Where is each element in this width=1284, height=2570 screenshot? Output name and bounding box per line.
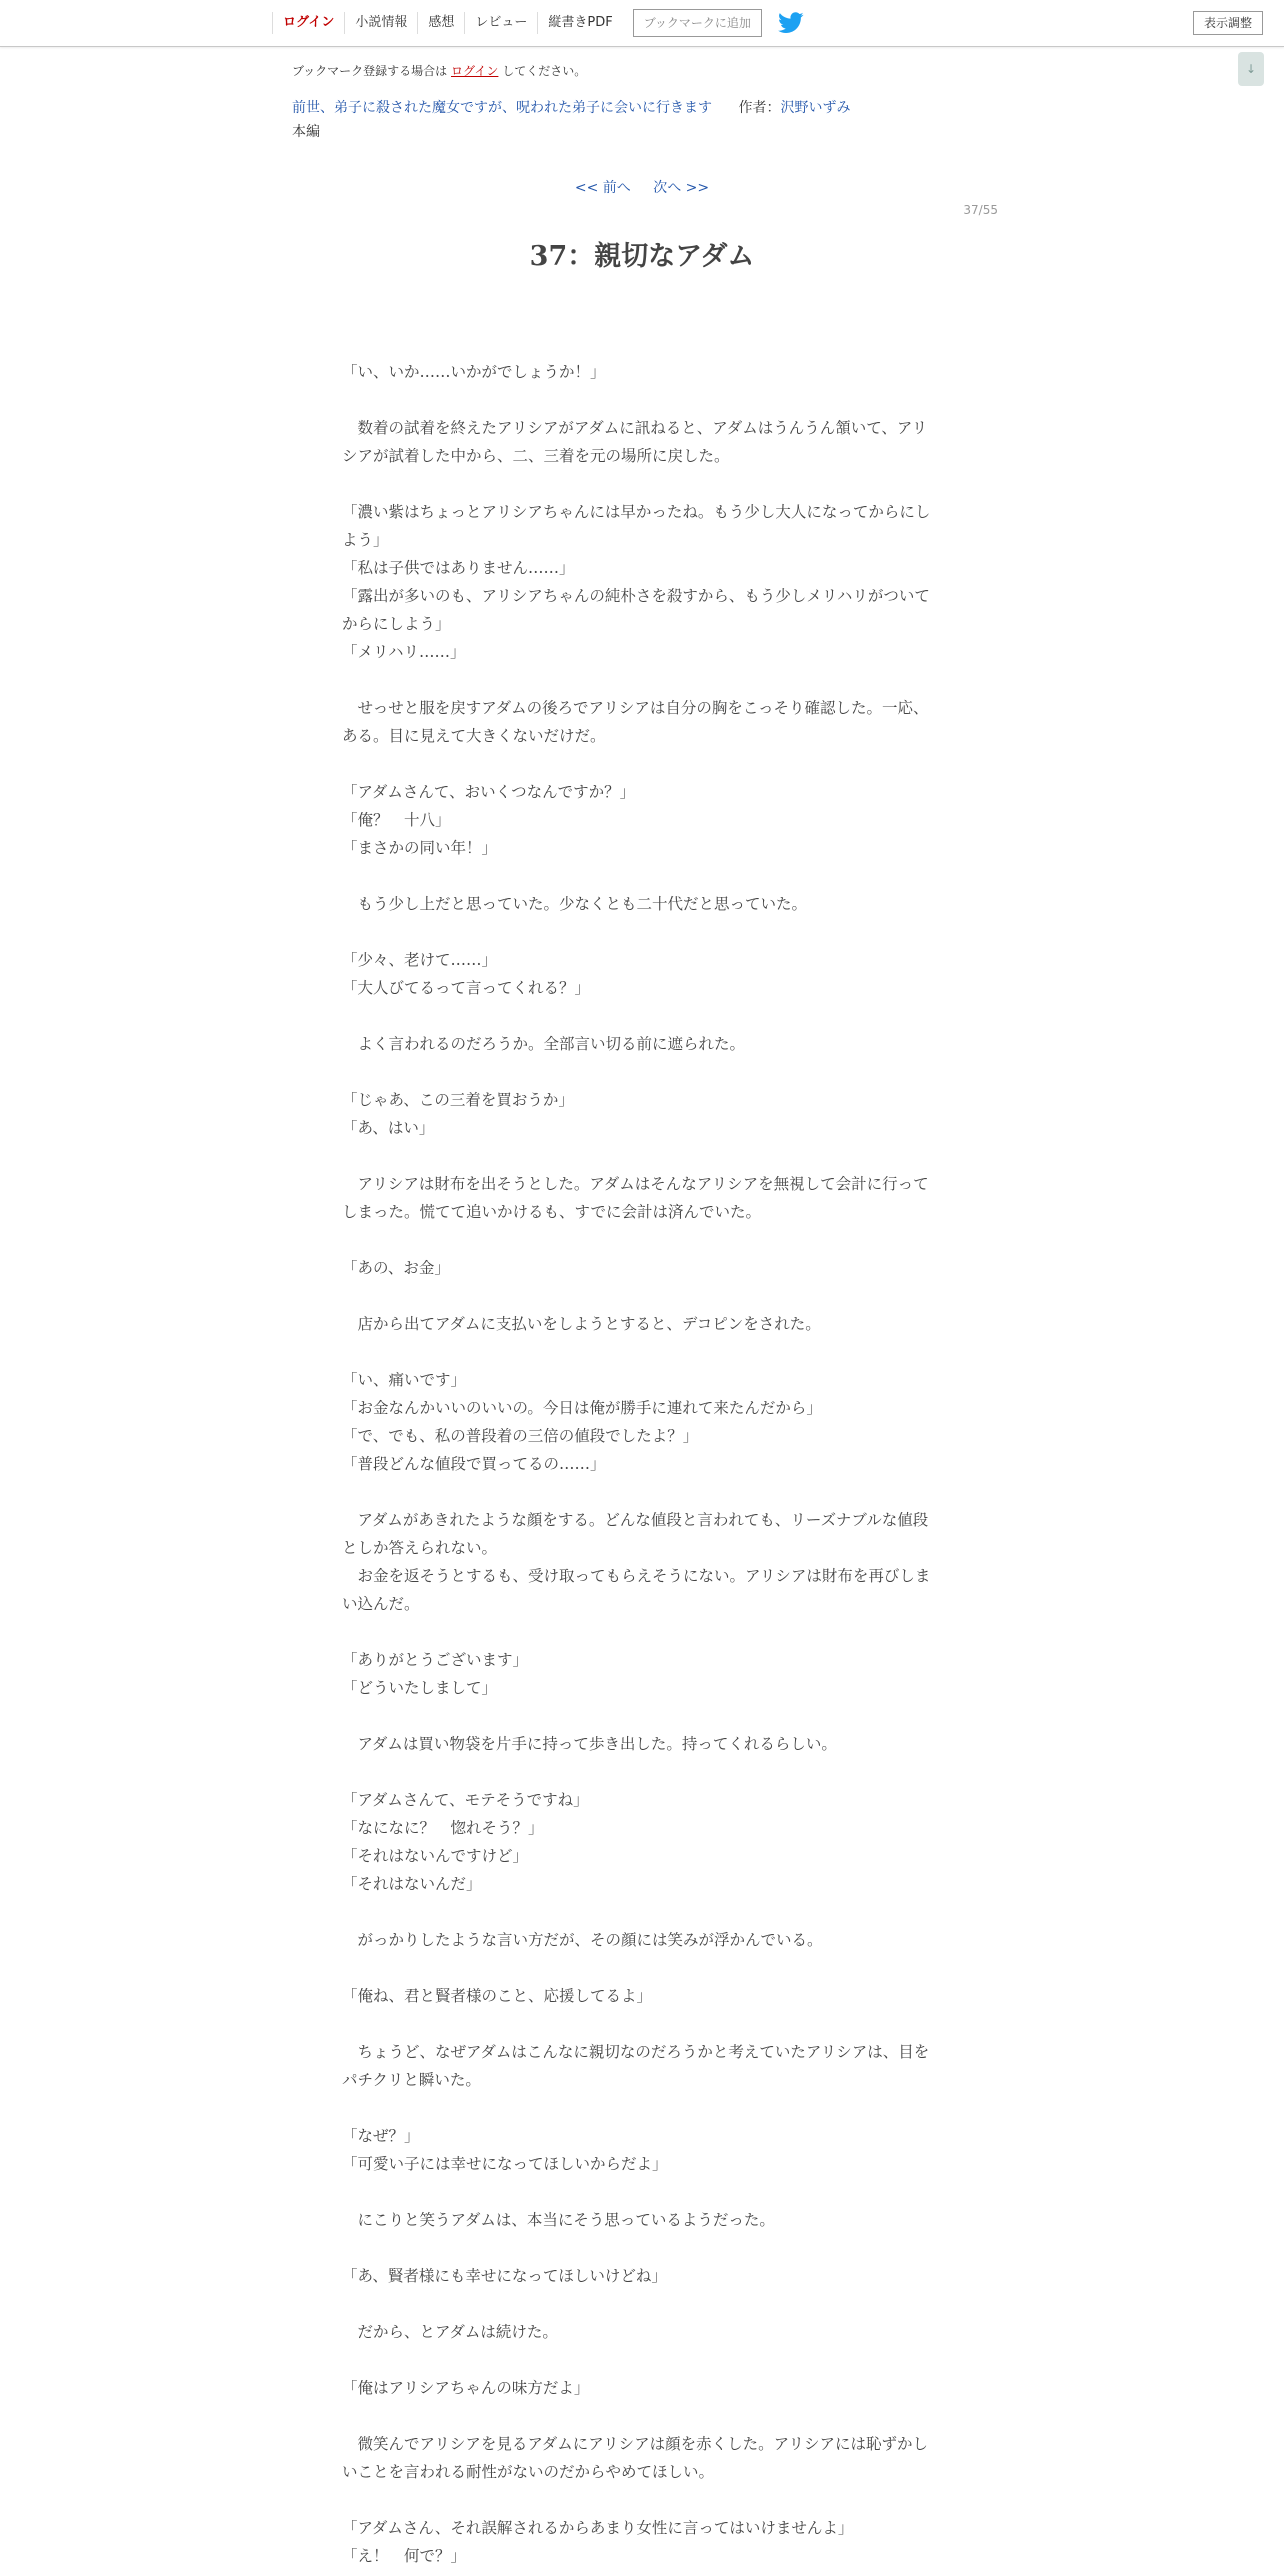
blank-line bbox=[342, 1702, 942, 1730]
top-navigation-bar bbox=[0, 0, 1284, 47]
novel-body bbox=[342, 358, 942, 2570]
novel-line: 「それはないんですけど」 bbox=[342, 1847, 529, 1865]
nav-vertical-pdf-link[interactable]: 縦書きPDF bbox=[537, 12, 622, 34]
novel-line: 微笑んでアリシアを見るアダムにアリシアは顔を赤くした。アリシアには恥ずかしいことを言われる耐性がないのだからやめてほしい。 bbox=[342, 2435, 929, 2481]
blank-line bbox=[342, 2234, 942, 2262]
notice-text-after: してください。 bbox=[502, 64, 587, 78]
novel-line: 「アダムさんて、モテそうですね」 bbox=[342, 1791, 589, 1809]
novel-line: 「それはないんだ」 bbox=[342, 1875, 482, 1893]
novel-line: 「なになに？ 惚れそう？」 bbox=[342, 1819, 544, 1837]
novel-line: 「俺ね、君と賢者様のこと、応援してるよ」 bbox=[342, 1987, 653, 2005]
blank-line bbox=[342, 1758, 942, 1786]
novel-line: 「俺はアリシアちゃんの味方だよ」 bbox=[342, 2379, 590, 2397]
novel-line: 「なぜ？」 bbox=[342, 2127, 420, 2145]
novel-line: 「アダムさん、それ誤解されるからあまり女性に言ってはいけませんよ」 bbox=[342, 2519, 854, 2537]
novel-line: 「あの、お金」 bbox=[342, 1259, 450, 1277]
novel-line: 「私は子供ではありません……」 bbox=[342, 559, 575, 577]
novel-title-link[interactable]: 前世、弟子に殺された魔女ですが、呪われた弟子に会いに行きます bbox=[292, 100, 712, 116]
blank-line bbox=[342, 1226, 942, 1254]
nav-novel-info-link[interactable]: 小説情報 bbox=[344, 12, 417, 34]
blank-line bbox=[342, 2094, 942, 2122]
novel-line: にこりと笑うアダムは、本当にそう思っているようだった。 bbox=[342, 2211, 775, 2229]
blank-line bbox=[342, 2290, 942, 2318]
novel-line: 「俺？ 十八」 bbox=[342, 811, 451, 829]
novel-line: 「可愛い子には幸せになってほしいからだよ」 bbox=[342, 2155, 668, 2173]
add-bookmark-button[interactable]: ブックマークに追加 bbox=[633, 9, 762, 37]
novel-line: アダムは買い物袋を片手に持って歩き出した。持ってくれるらしい。 bbox=[342, 1735, 837, 1753]
novel-line: 「じゃあ、この三着を買おうか」 bbox=[342, 1091, 574, 1109]
novel-line: よく言われるのだろうか。全部言い切る前に遮られた。 bbox=[342, 1035, 746, 1053]
blank-line bbox=[342, 1002, 942, 1030]
author-label: 作者： bbox=[738, 100, 781, 116]
blank-line bbox=[342, 2346, 942, 2374]
blank-line bbox=[342, 2486, 942, 2514]
novel-line: 「で、でも、私の普段着の三倍の値段でしたよ？」 bbox=[342, 1427, 699, 1445]
prev-chapter-link[interactable]: << 前へ bbox=[574, 180, 631, 196]
blank-line bbox=[342, 1954, 942, 1982]
novel-line: 「露出が多いのも、アリシアちゃんの純朴さを殺すから、もう少しメリハリがついてからにしよう」 bbox=[342, 587, 930, 633]
bookmark-login-notice bbox=[292, 62, 586, 79]
blank-line bbox=[342, 2178, 942, 2206]
novel-line: せっせと服を戻すアダムの後ろでアリシアは自分の胸をこっそり確認した。一応、ある。目に見えて大きくないだけだ。 bbox=[342, 699, 929, 745]
twitter-icon[interactable] bbox=[778, 12, 804, 34]
next-chapter-link[interactable]: 次へ >> bbox=[653, 180, 710, 196]
section-label: 本編 bbox=[292, 124, 320, 140]
main-nav bbox=[272, 0, 804, 46]
blank-line bbox=[342, 918, 942, 946]
author-name-link[interactable]: 沢野いずみ bbox=[780, 100, 851, 116]
novel-line: だから、とアダムは続けた。 bbox=[342, 2323, 558, 2341]
blank-line bbox=[342, 1618, 942, 1646]
novel-line: 「どういたしまして」 bbox=[342, 1679, 498, 1697]
novel-info-line bbox=[292, 97, 850, 117]
novel-line: 「普段どんな値段で買ってるの……」 bbox=[342, 1455, 606, 1473]
blank-line bbox=[342, 470, 942, 498]
novel-line: 「お金なんかいいのいいの。今日は俺が勝手に連れて来たんだから」 bbox=[342, 1399, 822, 1417]
novel-line: アリシアは財布を出そうとした。アダムはそんなアリシアを無視して会計に行ってしまった。慌てて追いかけるも、すでに会計は済んでいた。 bbox=[342, 1175, 929, 1221]
nav-login-link[interactable]: ログイン bbox=[272, 12, 344, 34]
blank-line bbox=[342, 666, 942, 694]
novel-line: 「まさかの同い年！」 bbox=[342, 839, 498, 857]
novel-line: 「大人びてるって言ってくれる？」 bbox=[342, 979, 591, 997]
chapter-count: 37/55 bbox=[963, 203, 998, 217]
novel-line: 「あ、賢者様にも幸せになってほしいけどね」 bbox=[342, 2267, 667, 2285]
novel-line: 「い、痛いです」 bbox=[342, 1371, 467, 1389]
novel-line: がっかりしたような言い方だが、その顔には笑みが浮かんでいる。 bbox=[342, 1931, 823, 1949]
scroll-down-button[interactable]: ↓ bbox=[1238, 52, 1264, 86]
chapter-pager bbox=[0, 177, 1284, 197]
blank-line bbox=[342, 1142, 942, 1170]
blank-line bbox=[342, 2010, 942, 2038]
novel-line: 「い、いか……いかがでしょうか！」 bbox=[342, 363, 606, 381]
novel-line: もう少し上だと思っていた。少なくとも二十代だと思っていた。 bbox=[342, 895, 808, 913]
nav-impressions-link[interactable]: 感想 bbox=[417, 12, 464, 34]
blank-line bbox=[342, 862, 942, 890]
novel-line: お金を返そうとするも、受け取ってもらえそうにない。アリシアは財布を再びしまい込んだ。 bbox=[342, 1567, 931, 1613]
chapter-title: 37：親切なアダム bbox=[529, 241, 755, 272]
blank-line bbox=[342, 1338, 942, 1366]
novel-line: 「ありがとうございます」 bbox=[342, 1651, 529, 1669]
novel-line: アダムがあきれたような顔をする。どんな値段と言われても、リーズナブルな値段としか答えられない。 bbox=[342, 1511, 929, 1557]
notice-text-before: ブックマーク登録する場合は bbox=[292, 64, 448, 78]
novel-line: 「え！ 何で？」 bbox=[342, 2547, 467, 2565]
novel-line: 「濃い紫はちょっとアリシアちゃんには早かったね。もう少し大人になってからにしよう」 bbox=[342, 503, 931, 549]
blank-line bbox=[342, 2402, 942, 2430]
novel-line: 数着の試着を終えたアリシアがアダムに訊ねると、アダムはうんうん頷いて、アリシアが試着した中から、二、三着を元の場所に戻した。 bbox=[342, 419, 928, 465]
novel-line: 「少々、老けて……」 bbox=[342, 951, 498, 969]
novel-line: 店から出てアダムに支払いをしようとすると、デコピンをされた。 bbox=[342, 1315, 821, 1333]
blank-line bbox=[342, 750, 942, 778]
display-adjust-button[interactable]: 表示調整 bbox=[1193, 11, 1263, 35]
novel-line: ちょうど、なぜアダムはこんなに親切なのだろうかと考えていたアリシアは、目をパチクリと瞬いた。 bbox=[342, 2043, 930, 2089]
blank-line bbox=[342, 1478, 942, 1506]
novel-line: 「アダムさんて、おいくつなんですか？」 bbox=[342, 783, 636, 801]
blank-line bbox=[342, 1282, 942, 1310]
novel-line: 「あ、はい」 bbox=[342, 1119, 435, 1137]
nav-review-link[interactable]: レビュー bbox=[464, 12, 537, 34]
notice-login-link[interactable]: ログイン bbox=[451, 64, 499, 78]
blank-line bbox=[342, 1058, 942, 1086]
blank-line bbox=[342, 1898, 942, 1926]
novel-line: 「メリハリ……」 bbox=[342, 643, 466, 661]
blank-line bbox=[342, 386, 942, 414]
